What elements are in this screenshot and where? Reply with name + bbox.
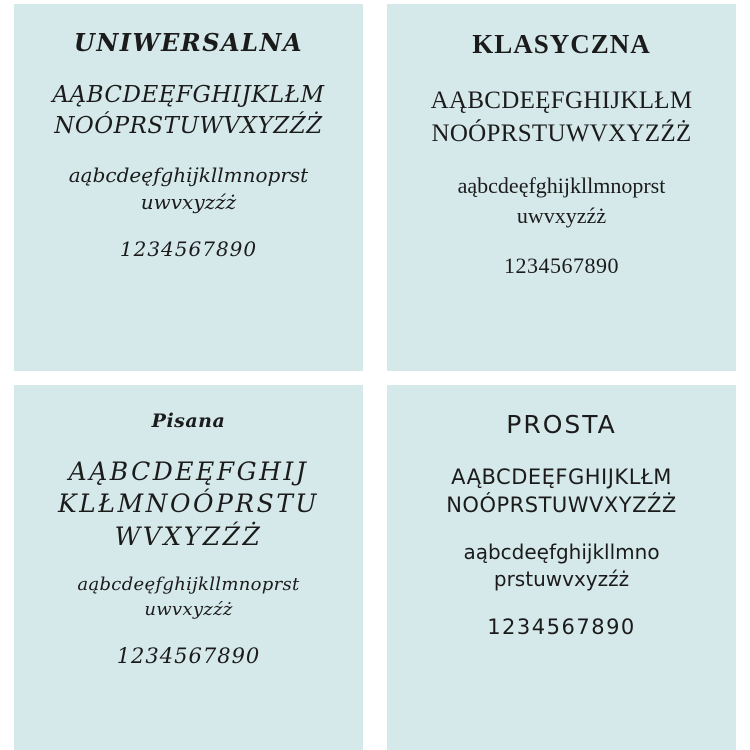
uppercase-line: KLŁMNOÓPRSTU [58, 489, 319, 519]
digits-line: 1234567890 [119, 237, 258, 262]
lowercase-block-klasyczna [458, 171, 666, 230]
lowercase-line: uwvxyzźż [516, 202, 607, 228]
uppercase-line: AĄBCDEĘFGHIJKLŁM [52, 82, 325, 109]
digits-block-prosta [487, 613, 636, 641]
font-sample-cell-pisana [0, 379, 371, 750]
font-sample-panel-uniwersalna [14, 4, 363, 371]
font-sample-title-pisana: Pisana [151, 410, 226, 432]
font-sample-cell-uniwersalna [0, 0, 371, 371]
lowercase-line: uwvxyzźż [140, 190, 237, 215]
digits-line: 1234567890 [487, 615, 636, 640]
font-sample-panel-klasyczna [387, 4, 736, 371]
font-sample-panel-prosta [387, 385, 736, 750]
font-sample-title-prosta: PROSTA [506, 410, 617, 439]
font-sample-title-uniwersalna: UNIWERSALNA [73, 28, 304, 57]
lowercase-line: aąbcdeęfghijkllmno [463, 540, 660, 565]
uppercase-block-prosta [446, 463, 677, 520]
digits-block-pisana [117, 642, 261, 670]
uppercase-line: WVXYZŹŻ [114, 521, 263, 551]
lowercase-line: aąbcdeęfghijkllmnoprst [457, 173, 666, 199]
font-sample-title-klasyczna: KLASYCZNA [472, 29, 651, 59]
uppercase-block-pisana [58, 456, 319, 554]
uppercase-line: AĄBCDEĘFGHIJKLŁM [430, 86, 693, 114]
font-sample-cell-klasyczna [379, 0, 750, 371]
digits-line: 1234567890 [504, 252, 619, 278]
font-sample-panel-pisana [14, 385, 363, 750]
uppercase-block-uniwersalna [52, 80, 324, 142]
lowercase-line: aąbcdeęfghijkllmnoprst [68, 163, 309, 188]
uppercase-block-klasyczna [431, 84, 693, 152]
uppercase-line: NOÓPRSTUWVXYZŹŻ [446, 492, 677, 517]
lowercase-line: prstuwvxyzźż [493, 567, 630, 592]
uppercase-line: NOÓPRSTUWVXYZŹŻ [54, 113, 323, 140]
digits-line: 1234567890 [116, 643, 261, 668]
uppercase-line: AĄBCDEĘFGHIJ [68, 456, 309, 486]
font-sample-cell-prosta [379, 379, 750, 750]
digits-block-uniwersalna [120, 236, 257, 263]
lowercase-block-pisana [77, 573, 299, 622]
lowercase-block-uniwersalna [69, 162, 308, 216]
digits-block-klasyczna [504, 251, 619, 281]
lowercase-line: aąbcdeęfghijkllmnoprst [77, 574, 300, 596]
lowercase-block-prosta [463, 539, 659, 593]
uppercase-line: AĄBCDEĘFGHIJKLŁM [451, 464, 672, 489]
lowercase-line: uwvxyzźż [144, 598, 233, 620]
uppercase-line: NOÓPRSTUWVXYZŹŻ [431, 120, 692, 148]
